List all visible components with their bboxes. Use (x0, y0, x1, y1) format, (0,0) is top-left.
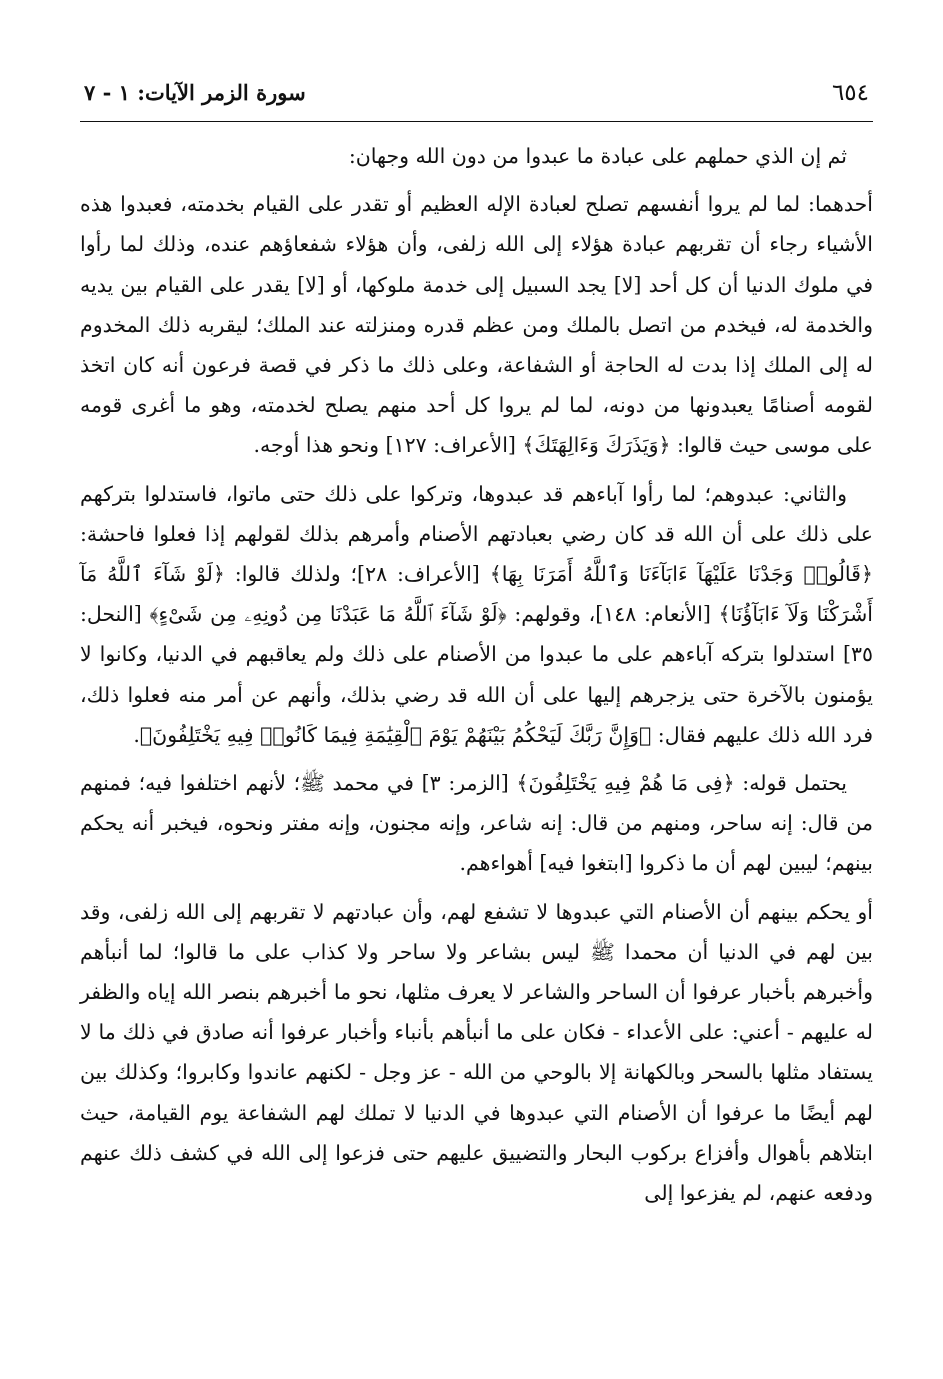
header-rule (80, 121, 873, 122)
paragraph-interpretation: يحتمل قوله: ﴿فِى مَا هُمْ فِيهِ يَخْتَلِفُونَ﴾ [الزمر: ٣] في محمد ﷺ؛ لأنهم اختلفوا فيه؛ فمنهم من قال: إنه ساحر، ومنهم من قال: إنه شاعر، وإنه مجنون، وإنه مفتر ونحوه، فيخبر أنه يحكم بينهم؛ ليبين لهم أن ما ذكروا [ابتغوا فيه] أهواءهم. (80, 771, 873, 876)
paragraph-judgement: أو يحكم بينهم أن الأصنام التي عبدوها لا تشفع لهم، وأن عبادتهم لا تقربهم إلى الله زلفى، وقد بين لهم في الدنيا أن محمدا ﷺ ليس بشاعر ولا ساحر ولا كذاب على ما قالوا؛ لما أنبأهم وأخبرهم بأخبار عرفوا أن الساحر والشاعر لا يعرف مثلها، نحو ما أخبرهم بنصر الله إياه والظفر له عليهم - أعني: على الأعداء - فكان على ما أنبأهم بأنباء وأخبار عرفوا أنه صادق في ذلك ما لا يستفاد مثلها بالسحر وبالكهانة إلا بالوحي من الله - عز وجل - لكنهم عاندوا وكابروا؛ وكذلك بين لهم أيضًا ما عرفوا أن الأصنام التي عبدوها في الدنيا لا تملك لهم الشفاعة يوم القيامة، حيث ابتلاهم بأهوال وأفزاع بركوب البحار والتضييق عليهم حتى فزعوا إلى الله في كشف ذلك عنهم ودفعه عنهم، لم يفزعوا إلى (80, 899, 873, 1206)
paragraph-intro: ثم إن الذي حملهم على عبادة ما عبدوا من دون الله وجهان: (348, 144, 847, 168)
paragraph-second-reason: والثاني: عبدوهم؛ لما رأوا آباءهم قد عبدوها، وتركوا على ذلك حتى ماتوا، فاستدلوا بتركهم على ذلك على أن الله قد كان رضي بعبادتهم الأصنام وأمرهم بذلك لقولهم إذا فعلوا فاحشة: ﴿قَالُوا۟ وَجَدْنَا عَلَيْهَآ ءَابَآءَنَا وَٱللَّهُ أَمَرَنَا بِهَا﴾ [الأعراف: ٢٨]؛ ولذلك قالوا: ﴿لَوْ شَآءَ ٱللَّهُ مَآ أَشْرَكْنَا وَلَآ ءَابَآؤُنَا﴾ [الأنعام: ١٤٨]، وقولهم: ﴿لَوْ شَآءَ ٱللَّهُ مَا عَبَدْنَا مِن دُونِهِۦ مِن شَىْءٍ﴾ [النحل: ٣٥] استدلوا بتركه آباءهم على ما عبدوا من الأصنام على ذلك ولم يعاقبهم في الدنيا، وكانوا لا يؤمنون بالآخرة حتى يزجرهم إليها على أن الله قد رضي بذلك، وأنهم عن أمر منه فعلوا ذلك، فرد الله ذلك عليهم فقال: ﴿وَإِنَّ رَبَّكَ لَيَحْكُمُ بَيْنَهُمْ يَوْمَ ٱلْقِيَٰمَةِ فِيمَا كَانُوا۟ فِيهِ يَخْتَلِفُونَ﴾. (80, 481, 873, 747)
page-body (80, 136, 873, 1213)
page-header (80, 76, 873, 116)
page-number: ٦٥٤ (831, 80, 869, 106)
paragraph-first-reason: أحدهما: لما لم يروا أنفسهم تصلح لعبادة الإله العظيم أو تقدر على القيام بخدمته، فعبدوا هذه الأشياء رجاء أن تقربهم عبادة هؤلاء إلى الله زلفى، وأن هؤلاء شفعاؤهم عنده، وذلك لما رأوا في ملوك الدنيا أن كل أحد [لا] يجد السبيل إلى خدمة ملوكها، أو [لا] يقدر على القيام بين يديه والخدمة له، فيخدم من اتصل بالملك ومن عظم قدره ومنزلته عند الملك؛ ليقربه ذلك المخدوم له إلى الملك إذا بدت له الحاجة أو الشفاعة، وعلى ذلك ما ذكر في قصة فرعون أنه كان اتخذ لقومه أصنامًا يعبدونها من دونه، لما لم يروا كل أحد منهم يصلح لخدمته، وهو ما أغرى قومه على موسى حيث قالوا: ﴿وَيَذَرَكَ وَءَالِهَتَكَ﴾ [الأعراف: ١٢٧] ونحو هذا أوجه. (80, 192, 873, 458)
running-title: سورة الزمر الآيات: ١ - ٧ (84, 80, 306, 105)
